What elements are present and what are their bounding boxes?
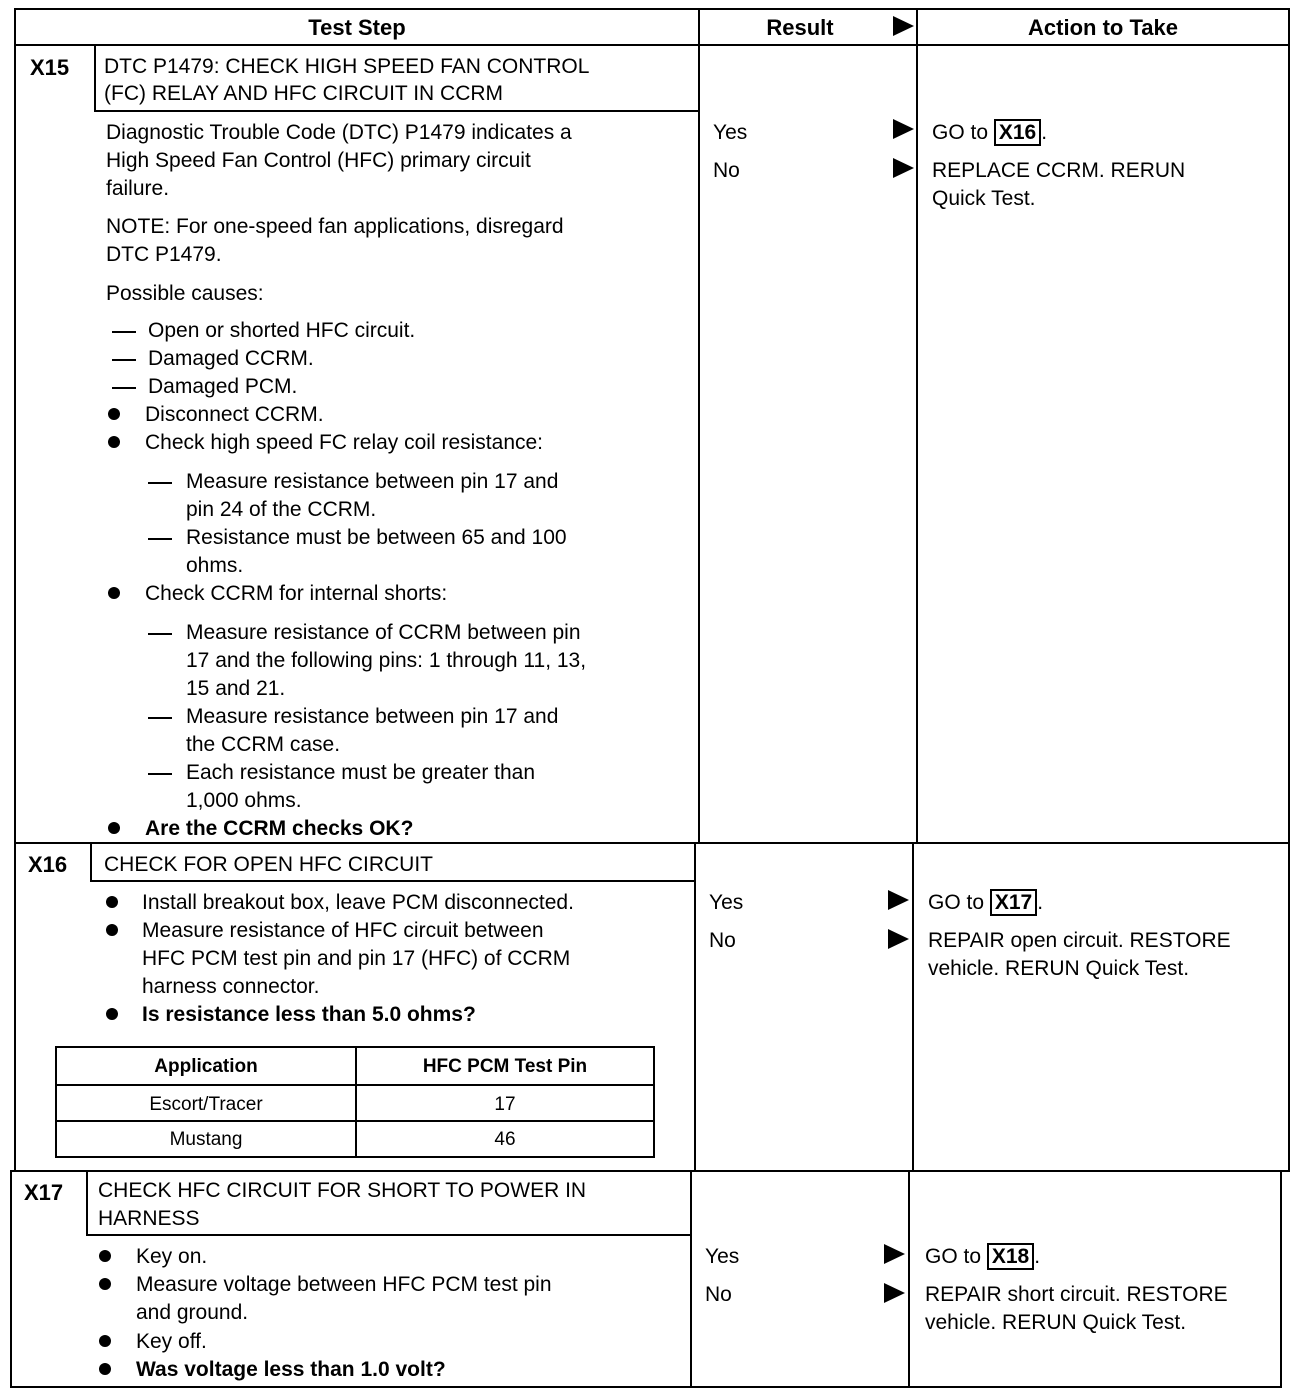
x17-action-no-line1: REPAIR short circuit. RESTORE	[925, 1283, 1228, 1306]
table-border-top	[14, 8, 1290, 10]
pin-table-header-application: Application	[154, 1056, 258, 1077]
x15-sub-4b: the CCRM case.	[186, 733, 341, 756]
x15-goto-x16-link[interactable]: X16	[994, 119, 1041, 146]
arrow-icon	[884, 1283, 905, 1303]
go-to-label: GO to	[928, 891, 990, 914]
x15-desc-line3: failure.	[106, 177, 170, 200]
x17-result-yes: Yes	[705, 1245, 740, 1268]
x16-action-no-line2: vehicle. RERUN Quick Test.	[928, 957, 1190, 980]
x17-step-2b: and ground.	[136, 1301, 249, 1324]
x17-action-yes	[925, 1243, 1040, 1271]
x17-result-no: No	[705, 1283, 732, 1306]
bullet-icon	[99, 1363, 111, 1375]
col-divider-result-2	[694, 842, 696, 1172]
header-test-step: Test Step	[308, 15, 406, 40]
arrow-icon	[893, 119, 914, 139]
x15-result-no: No	[713, 159, 740, 182]
x16-step-1: Install breakout box, leave PCM disconnected.	[142, 891, 574, 914]
go-to-label: GO to	[932, 121, 994, 144]
x15-id-divider	[94, 44, 96, 112]
x16-id-divider	[90, 842, 92, 882]
pin-table-cell-pin-1: 17	[494, 1094, 516, 1115]
x15-sub-3a: Measure resistance of CCRM between pin	[186, 621, 581, 644]
dash-icon	[112, 331, 136, 333]
arrow-icon	[888, 890, 909, 910]
x15-sub-5a: Each resistance must be greater than	[186, 761, 536, 784]
table-border-right-lower	[1280, 1170, 1282, 1388]
x17-goto-x18-link[interactable]: X18	[987, 1243, 1034, 1270]
dash-icon	[148, 482, 172, 484]
x17-top-rule	[10, 1170, 1290, 1172]
x15-title-line1: DTC P1479: CHECK HIGH SPEED FAN CONTROL	[104, 55, 590, 78]
x17-action-no-line2: vehicle. RERUN Quick Test.	[925, 1311, 1187, 1334]
x17-step-2a: Measure voltage between HFC PCM test pin	[136, 1273, 552, 1296]
col-divider-result	[698, 8, 700, 844]
bullet-icon	[108, 587, 120, 599]
go-to-suffix: .	[1034, 1245, 1041, 1268]
x17-step-1: Key on.	[136, 1245, 208, 1268]
x15-sub-2a: Resistance must be between 65 and 100	[186, 526, 567, 549]
bullet-icon	[106, 1008, 118, 1020]
x16-result-yes: Yes	[709, 891, 744, 914]
x17-step-id: X17	[24, 1180, 64, 1205]
x15-sub-1a: Measure resistance between pin 17 and	[186, 470, 559, 493]
x15-causes-label: Possible causes:	[106, 282, 264, 305]
header-rule	[14, 44, 1290, 46]
x15-sub-3b: 17 and the following pins: 1 through 11, 13,	[186, 649, 587, 672]
header-arrow-icon	[893, 16, 914, 36]
bullet-icon	[106, 924, 118, 936]
x16-step-2c: harness connector.	[142, 975, 320, 998]
col-divider-action	[916, 8, 918, 844]
x16-step-id: X16	[28, 852, 68, 877]
dash-icon	[148, 717, 172, 719]
header-result: Result	[766, 15, 834, 40]
x16-title: CHECK FOR OPEN HFC CIRCUIT	[104, 853, 434, 876]
x15-note-line2: DTC P1479.	[106, 243, 222, 266]
col-divider-action-3	[908, 1170, 910, 1388]
dash-icon	[148, 773, 172, 775]
x16-action-yes	[928, 889, 1043, 917]
x16-step-2a: Measure resistance of HFC circuit between	[142, 919, 544, 942]
dash-icon	[148, 633, 172, 635]
x15-action-yes	[932, 119, 1047, 147]
x16-goto-x17-link[interactable]: X17	[990, 889, 1037, 916]
x15-title-rule	[94, 110, 700, 112]
bullet-icon	[108, 436, 120, 448]
bullet-icon	[99, 1335, 111, 1347]
x15-cause-3: Damaged PCM.	[148, 375, 298, 398]
x17-title-line2: HARNESS	[98, 1207, 200, 1230]
x15-sub-3c: 15 and 21.	[186, 677, 286, 700]
bullet-icon	[108, 408, 120, 420]
table-border-left	[14, 8, 16, 1172]
go-to-suffix: .	[1037, 891, 1044, 914]
x17-title-line1: CHECK HFC CIRCUIT FOR SHORT TO POWER IN	[98, 1179, 587, 1202]
bullet-icon	[108, 822, 120, 834]
x15-sub-4a: Measure resistance between pin 17 and	[186, 705, 559, 728]
bullet-icon	[106, 896, 118, 908]
x15-cause-2: Damaged CCRM.	[148, 347, 314, 370]
col-divider-action-2	[912, 842, 914, 1172]
x16-result-no: No	[709, 929, 736, 952]
x15-sub-2b: ohms.	[186, 554, 244, 577]
table-border-bottom	[10, 1386, 1282, 1388]
pin-table-row-rule-1	[57, 1084, 653, 1086]
x15-step-2: Check high speed FC relay coil resistance:	[145, 431, 544, 454]
go-to-suffix: .	[1041, 121, 1048, 144]
table-border-left-lower	[10, 1170, 12, 1388]
x15-sub-1b: pin 24 of the CCRM.	[186, 498, 377, 521]
x16-action-no-line1: REPAIR open circuit. RESTORE	[928, 929, 1231, 952]
pin-table-header-test-pin: HFC PCM Test Pin	[422, 1056, 588, 1077]
x15-desc-line1: Diagnostic Trouble Code (DTC) P1479 indicates a	[106, 121, 572, 144]
x17-question: Was voltage less than 1.0 volt?	[136, 1358, 446, 1381]
bullet-icon	[99, 1278, 111, 1290]
x16-title-rule	[90, 880, 696, 882]
table-border-right	[1288, 8, 1290, 1172]
x15-step-1: Disconnect CCRM.	[145, 403, 324, 426]
x15-note-line1: NOTE: For one-speed fan applications, disregard	[106, 215, 564, 238]
pin-table	[55, 1046, 655, 1158]
x15-title-line2: (FC) RELAY AND HFC CIRCUIT IN CCRM	[104, 82, 504, 105]
x16-top-rule	[14, 842, 1290, 844]
x16-step-2b: HFC PCM test pin and pin 17 (HFC) of CCRM	[142, 947, 571, 970]
x15-action-no-line1: REPLACE CCRM. RERUN	[932, 159, 1186, 182]
header-action: Action to Take	[1028, 15, 1178, 40]
col-divider-result-3	[690, 1170, 692, 1388]
go-to-label: GO to	[925, 1245, 987, 1268]
x17-step-3: Key off.	[136, 1330, 207, 1353]
dash-icon	[148, 538, 172, 540]
pin-table-cell-pin-2: 46	[494, 1129, 516, 1150]
x17-title-rule	[86, 1234, 692, 1236]
pin-table-cell-app-2: Mustang	[169, 1129, 243, 1150]
x16-question: Is resistance less than 5.0 ohms?	[142, 1003, 476, 1026]
x15-question: Are the CCRM checks OK?	[145, 817, 414, 840]
x15-step-3: Check CCRM for internal shorts:	[145, 582, 448, 605]
x17-id-divider	[86, 1170, 88, 1236]
dash-icon	[112, 359, 136, 361]
arrow-icon	[888, 929, 909, 949]
x15-desc-line2: High Speed Fan Control (HFC) primary circuit	[106, 149, 531, 172]
x15-step-id: X15	[30, 55, 70, 80]
arrow-icon	[884, 1244, 905, 1264]
x15-action-no-line2: Quick Test.	[932, 187, 1036, 210]
x15-sub-5b: 1,000 ohms.	[186, 789, 302, 812]
x15-cause-1: Open or shorted HFC circuit.	[148, 319, 416, 342]
arrow-icon	[893, 158, 914, 178]
bullet-icon	[99, 1250, 111, 1262]
x15-result-yes: Yes	[713, 121, 748, 144]
dash-icon	[112, 387, 136, 389]
pin-table-cell-app-1: Escort/Tracer	[149, 1094, 263, 1115]
